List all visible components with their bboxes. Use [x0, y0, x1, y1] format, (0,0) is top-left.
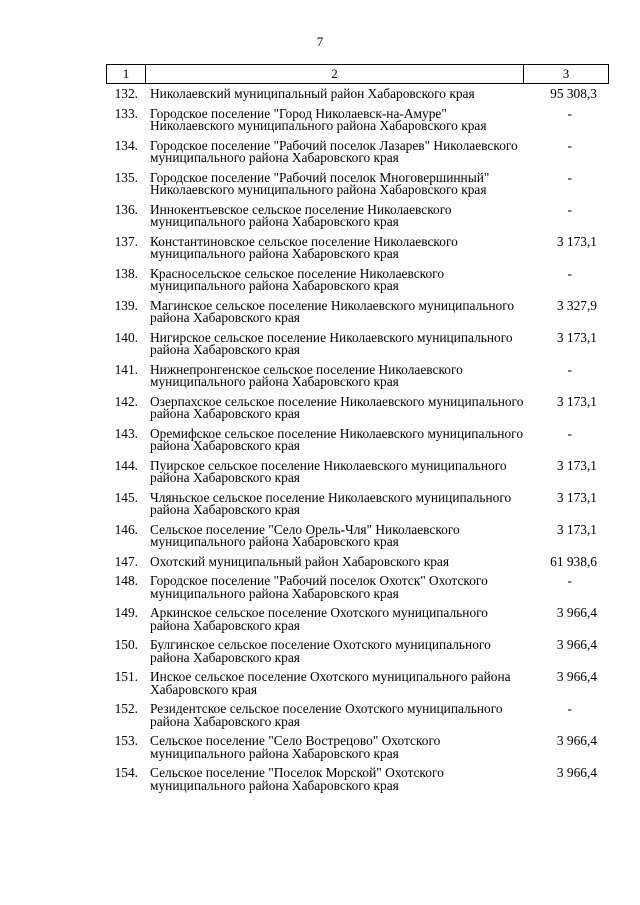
row-number: 132.: [114, 86, 138, 101]
row-name: Аркинское сельское поселение Охотского муниципального района Хабаровского края: [150, 605, 488, 633]
row-number: 148.: [114, 573, 138, 588]
header-col-3: 3: [562, 66, 570, 81]
table-row: [106, 88, 609, 101]
table-row: [106, 425, 609, 453]
table-row: [106, 329, 609, 357]
table-row: [106, 703, 609, 728]
row-number: 140.: [114, 329, 138, 345]
table-row: [106, 639, 609, 664]
row-name: Резидентское сельское поселение Охотского муниципального района Хабаровского края: [150, 701, 503, 729]
table-row: [106, 457, 609, 485]
row-number: 135.: [114, 169, 138, 185]
table-row: [106, 735, 609, 760]
table-row: [106, 575, 609, 600]
row-name: Озерпахское сельское поселение Николаевского муниципального района Хабаровского края: [150, 393, 524, 421]
row-number: 144.: [114, 457, 138, 473]
row-name: Сельское поселение "Село Орель-Чля" Николаевского муниципального района Хабаровского края: [150, 521, 460, 549]
table-row: [106, 169, 609, 197]
row-name: Инское сельское поселение Охотского муниципального района Хабаровского края: [150, 669, 511, 697]
table-row: [106, 553, 609, 569]
row-name: Константиновское сельское поселение Николаевского муниципального района Хабаровского края: [150, 233, 458, 261]
row-number: 153.: [114, 733, 138, 748]
table-row: [106, 137, 609, 165]
row-number: 134.: [114, 137, 138, 153]
row-value: 61 938,6: [550, 553, 597, 569]
row-value: 3 173,1: [556, 521, 597, 537]
row-value: 3 966,4: [556, 637, 597, 652]
row-name: Городское поселение "Рабочий поселок Многовершинный" Николаевского муниципального района Хабаровского края: [150, 169, 490, 197]
row-number: 147.: [114, 553, 138, 569]
row-value: -: [567, 137, 572, 153]
row-value: 3 173,1: [556, 457, 597, 473]
row-number: 139.: [114, 297, 138, 313]
table-row: [106, 393, 609, 421]
header-col-1: 1: [107, 65, 146, 83]
table-body: [106, 88, 609, 799]
row-name: Сельское поселение "Село Вострецово" Охотского муниципального района Хабаровского края: [150, 733, 441, 761]
table-row: [106, 489, 609, 517]
row-number: 154.: [114, 765, 138, 780]
row-number: 145.: [114, 489, 138, 505]
row-name: Красносельское сельское поселение Николаевского муниципального района Хабаровского края: [150, 265, 445, 293]
row-value: 3 966,4: [556, 605, 597, 620]
header-col-2: 2: [146, 65, 524, 83]
row-value: 3 173,1: [556, 233, 597, 249]
row-number: 141.: [114, 361, 138, 377]
row-name: Сельское поселение "Поселок Морской" Охотского муниципального района Хабаровского края: [150, 765, 444, 793]
row-name: Магинское сельское поселение Николаевского муниципального района Хабаровского края: [150, 297, 515, 325]
table-row: [106, 521, 609, 549]
table-row: [106, 361, 609, 389]
row-value: 3 966,4: [556, 669, 597, 684]
row-number: 143.: [114, 425, 138, 441]
row-name: Оремифское сельское поселение Николаевского муниципального района Хабаровского края: [150, 425, 524, 453]
row-name: Чляньское сельское поселение Николаевского муниципального района Хабаровского края: [150, 489, 512, 517]
row-name: Николаевский муниципальный район Хабаровского края: [150, 86, 475, 101]
table-row: [106, 671, 609, 696]
row-name: Иннокентьевское сельское поселение Николаевского муниципального района Хабаровского края: [150, 201, 452, 229]
row-value: 3 173,1: [556, 489, 597, 505]
row-value: 3 966,4: [556, 765, 597, 780]
row-number: 146.: [114, 521, 138, 537]
row-value: 3 327,9: [556, 297, 597, 313]
row-name: Охотский муниципальный район Хабаровского края: [150, 553, 450, 569]
table-row: [106, 607, 609, 632]
row-number: 150.: [114, 637, 138, 652]
table-row: [106, 265, 609, 293]
table-row: [106, 767, 609, 792]
table-row: [106, 233, 609, 261]
row-value: 95 308,3: [550, 86, 597, 101]
table-row: [106, 297, 609, 325]
row-name: Булгинское сельское поселение Охотского муниципального района Хабаровского края: [150, 637, 491, 665]
row-value: -: [567, 201, 572, 217]
row-number: 152.: [114, 701, 138, 716]
table-row: [106, 201, 609, 229]
row-name: Городское поселение "Город Николаевск-на-Амуре" Николаевского муниципального района Хабаровского края: [150, 105, 487, 133]
row-value: 3 966,4: [556, 733, 597, 748]
row-value: -: [567, 701, 572, 716]
row-value: 3 173,1: [556, 329, 597, 345]
row-number: 151.: [114, 669, 138, 684]
row-number: 137.: [114, 233, 138, 249]
row-value: 3 173,1: [556, 393, 597, 409]
row-name: Нигирское сельское поселение Николаевского муниципального района Хабаровского края: [150, 329, 513, 357]
row-value: -: [567, 361, 572, 377]
row-value: -: [567, 573, 572, 588]
table-row: [106, 105, 609, 133]
row-number: 133.: [114, 105, 138, 121]
row-value: -: [567, 265, 572, 281]
row-value: -: [567, 169, 572, 185]
table-header: [106, 64, 609, 84]
row-name: Нижнепронгенское сельское поселение Николаевского муниципального района Хабаровского края: [150, 361, 463, 389]
row-number: 136.: [114, 201, 138, 217]
row-value: -: [567, 425, 572, 441]
row-name: Пуирское сельское поселение Николаевского муниципального района Хабаровского края: [150, 457, 507, 485]
row-number: 138.: [114, 265, 138, 281]
row-value: -: [567, 105, 572, 121]
row-name: Городское поселение "Рабочий поселок Лазарев" Николаевского муниципального района Хабаровского края: [150, 137, 518, 165]
row-number: 142.: [114, 393, 138, 409]
row-number: 149.: [114, 605, 138, 620]
page-number: 7: [316, 34, 324, 49]
row-name: Городское поселение "Рабочий поселок Охотск" Охотского муниципального района Хабаровского края: [150, 573, 488, 601]
